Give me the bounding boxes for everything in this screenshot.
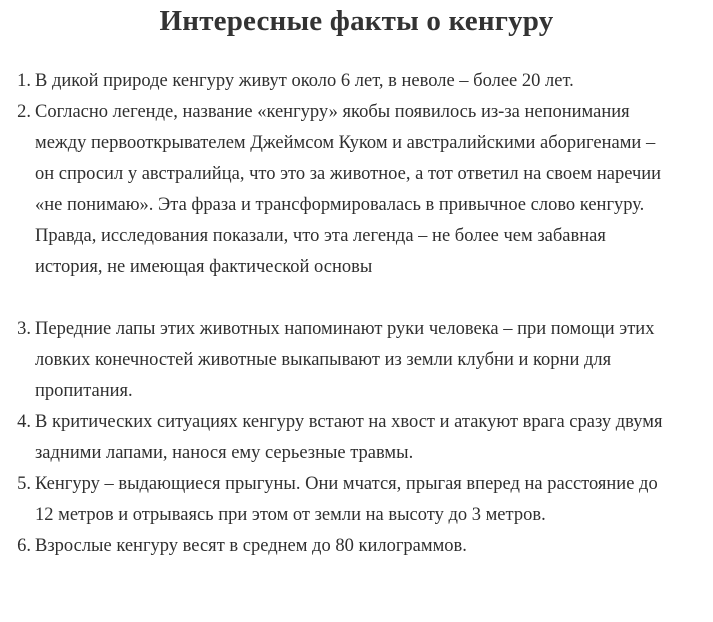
list-item-text: Согласно легенде, название «кенгуру» якобы появилось из-за непонимания между первооткрывателем Джеймсом Куком и австралийскими аборигенами – он спросил у австралийца, что это за животное, а тот ответил на своем наречии «не понимаю». Эта фраза и трансформировалась в привычное слово кенгуру. Правда, исследования показали, что эта легенда – не более чем забавная история, не имеющая фактической основы bbox=[35, 102, 662, 277]
list-item bbox=[0, 407, 713, 469]
list-item bbox=[0, 97, 713, 283]
list-item-number: 5. bbox=[17, 474, 31, 494]
article-title: Интересные факты о кенгуру bbox=[159, 5, 554, 37]
list-item-text: Кенгуру – выдающиеся прыгуны. Они мчатся, прыгая вперед на расстояние до 12 метров и отрываясь при этом от земли на высоту до 3 метров. bbox=[35, 474, 658, 525]
list-item-number: 4. bbox=[17, 412, 31, 432]
list-item-number: 1. bbox=[17, 71, 31, 91]
list-item-text: Передние лапы этих животных напоминают руки человека – при помощи этих ловких конечностей животные выкапывают из земли клубни и корни для пропитания. bbox=[35, 319, 655, 401]
list-item bbox=[0, 531, 713, 562]
list-item-number: 3. bbox=[17, 319, 31, 339]
list-item-text: В дикой природе кенгуру живут около 6 лет, в неволе – более 20 лет. bbox=[35, 71, 574, 91]
list-item bbox=[0, 66, 713, 97]
list-spacer bbox=[0, 283, 713, 314]
facts-list bbox=[0, 66, 713, 562]
list-item-number: 2. bbox=[17, 102, 31, 122]
list-item bbox=[0, 469, 713, 531]
list-item-text: В критических ситуациях кенгуру встают на хвост и атакуют врага сразу двумя задними лапами, нанося ему серьезные травмы. bbox=[35, 412, 663, 463]
list-item bbox=[0, 314, 713, 407]
list-item-text: Взрослые кенгуру весят в среднем до 80 килограммов. bbox=[35, 536, 467, 556]
list-item-number: 6. bbox=[17, 536, 31, 556]
